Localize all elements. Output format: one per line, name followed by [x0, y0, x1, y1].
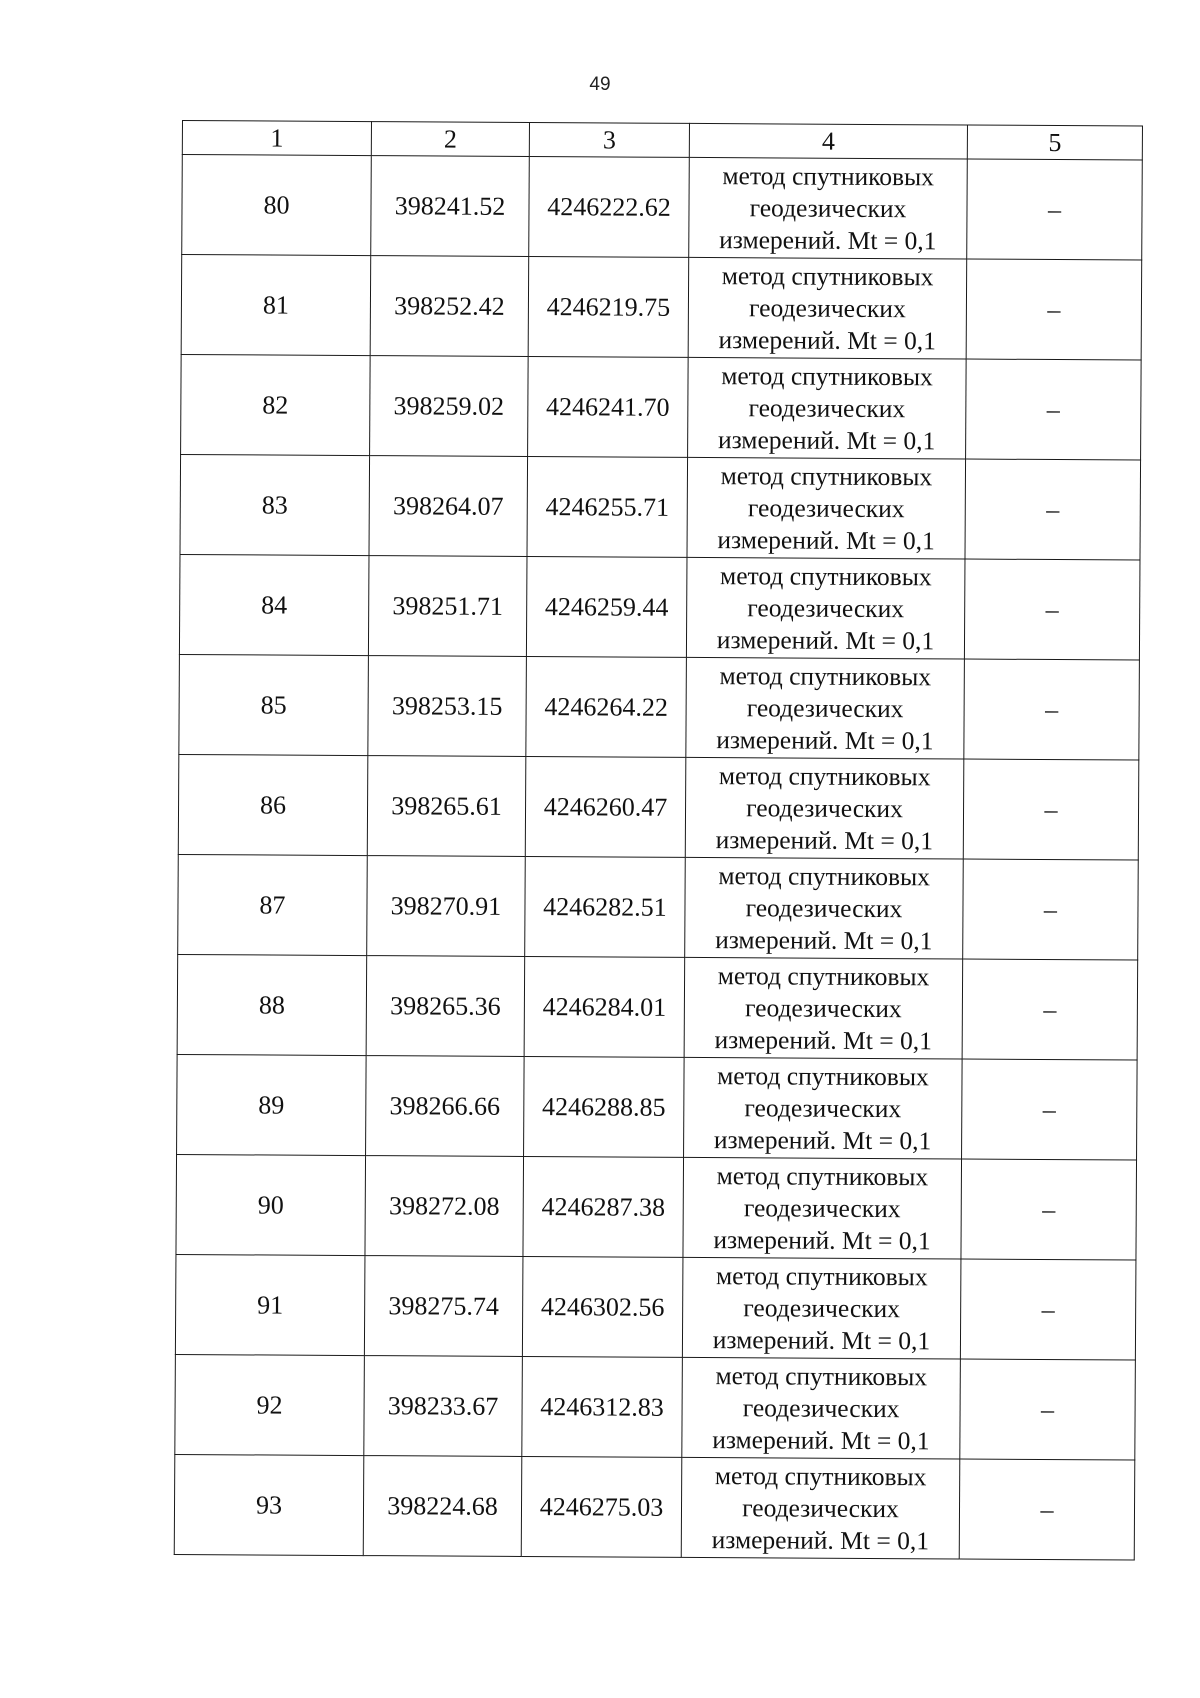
y-coordinate-cell: 4246219.75 — [528, 256, 689, 357]
method-cell — [681, 1457, 960, 1559]
note-cell: – — [960, 1259, 1136, 1360]
method-cell — [682, 1257, 961, 1359]
note-cell: – — [966, 359, 1142, 460]
table-body — [174, 121, 1142, 1561]
method-line-1: метод спутниковых — [722, 160, 935, 191]
x-coordinate-cell: 398265.61 — [367, 756, 526, 857]
note-cell: – — [962, 959, 1138, 1060]
y-coordinate-cell: 4246260.47 — [525, 756, 686, 857]
table-row — [175, 1354, 1136, 1460]
x-coordinate-cell: 398272.08 — [365, 1156, 524, 1257]
method-line-2: геодезических — [744, 992, 902, 1023]
method-line-3: измерений. Mt = 0,1 — [713, 1224, 931, 1255]
method-cell — [684, 1057, 963, 1159]
method-cell — [686, 657, 965, 759]
table-row — [177, 1054, 1138, 1160]
method-line-2: геодезических — [748, 392, 906, 423]
x-coordinate-cell: 398270.91 — [367, 856, 526, 957]
y-coordinate-cell: 4246264.22 — [526, 656, 687, 757]
method-cell — [687, 457, 966, 559]
table-row — [178, 854, 1139, 960]
method-cell — [688, 357, 967, 459]
table-row — [176, 1154, 1137, 1260]
method-line-3: измерений. Mt = 0,1 — [712, 1324, 931, 1355]
x-coordinate-cell: 398241.52 — [371, 156, 530, 257]
y-coordinate-cell: 4246288.85 — [524, 1056, 685, 1157]
method-line-3: измерений. Mt = 0,1 — [712, 1424, 930, 1455]
y-coordinate-cell: 4246241.70 — [528, 356, 689, 457]
note-cell: – — [962, 1059, 1138, 1160]
note-cell: – — [967, 159, 1143, 260]
method-cell — [685, 757, 964, 859]
method-line-2: геодезических — [746, 792, 903, 823]
table-row — [182, 155, 1143, 261]
table-row — [174, 1454, 1135, 1560]
header-cell-5: 5 — [967, 125, 1142, 160]
y-coordinate-cell: 4246312.83 — [522, 1356, 683, 1457]
table-row — [179, 554, 1140, 660]
header-cell-2: 2 — [371, 122, 529, 157]
header-cell-4: 4 — [689, 123, 967, 159]
point-number-cell: 90 — [176, 1154, 366, 1255]
method-line-2: геодезических — [743, 1292, 901, 1323]
method-line-2: геодезических — [745, 892, 903, 923]
method-cell — [682, 1357, 961, 1459]
table-row — [175, 1254, 1136, 1360]
coordinates-table — [174, 120, 1143, 1561]
table-row — [180, 454, 1141, 560]
method-line-1: метод спутниковых — [719, 660, 932, 691]
point-number-cell: 89 — [177, 1054, 367, 1155]
method-line-3: измерений. Mt = 0,1 — [715, 924, 933, 955]
method-line-2: геодезических — [742, 1392, 900, 1423]
point-number-cell: 84 — [179, 554, 369, 655]
y-coordinate-cell: 4246287.38 — [523, 1156, 684, 1257]
y-coordinate-cell: 4246275.03 — [521, 1456, 682, 1557]
method-cell — [688, 257, 967, 359]
method-line-2: геодезических — [744, 1092, 902, 1123]
point-number-cell: 93 — [174, 1454, 364, 1555]
method-line-2: геодезических — [749, 192, 907, 223]
y-coordinate-cell: 4246302.56 — [522, 1256, 683, 1357]
method-line-3: измерений. Mt = 0,1 — [718, 324, 936, 355]
y-coordinate-cell: 4246222.62 — [529, 157, 690, 258]
point-number-cell: 92 — [175, 1354, 365, 1455]
method-line-2: геодезических — [742, 1492, 899, 1523]
method-line-3: измерений. Mt = 0,1 — [717, 424, 936, 455]
method-line-2: геодезических — [747, 592, 905, 623]
x-coordinate-cell: 398224.68 — [363, 1456, 522, 1557]
method-line-1: метод спутниковых — [721, 260, 934, 291]
x-coordinate-cell: 398266.66 — [366, 1056, 525, 1157]
method-line-1: метод спутниковых — [715, 1360, 928, 1391]
method-line-3: измерений. Mt = 0,1 — [714, 1024, 932, 1055]
y-coordinate-cell: 4246259.44 — [526, 556, 687, 657]
x-coordinate-cell: 398275.74 — [364, 1256, 523, 1357]
table-header-row — [182, 121, 1142, 161]
point-number-cell: 91 — [175, 1254, 365, 1355]
table-row — [179, 654, 1140, 760]
note-cell: – — [963, 759, 1139, 860]
point-number-cell: 81 — [181, 255, 371, 356]
method-cell — [686, 557, 965, 659]
note-cell: – — [966, 259, 1142, 360]
x-coordinate-cell: 398252.42 — [370, 256, 529, 357]
point-number-cell: 86 — [178, 754, 368, 855]
method-line-1: метод спутниковых — [715, 1260, 928, 1291]
x-coordinate-cell: 398259.02 — [370, 356, 529, 457]
method-cell — [683, 1157, 962, 1259]
x-coordinate-cell: 398251.71 — [368, 556, 527, 657]
method-line-2: геодезических — [749, 292, 906, 323]
note-cell: – — [965, 459, 1141, 560]
note-cell: – — [961, 1159, 1137, 1260]
table-row — [181, 255, 1142, 361]
method-line-1: метод спутниковых — [716, 1160, 929, 1191]
y-coordinate-cell: 4246284.01 — [524, 956, 685, 1057]
method-cell — [689, 157, 968, 259]
table-row — [178, 754, 1139, 860]
method-line-1: метод спутниковых — [720, 560, 932, 591]
method-line-1: метод спутниковых — [718, 860, 931, 891]
point-number-cell: 87 — [178, 854, 368, 955]
method-line-2: геодезических — [747, 492, 905, 523]
method-line-1: метод спутниковых — [718, 760, 931, 791]
point-number-cell: 85 — [179, 654, 369, 755]
method-line-2: геодезических — [746, 692, 904, 723]
note-cell: – — [964, 659, 1140, 760]
method-line-3: измерений. Mt = 0,1 — [716, 724, 934, 755]
method-line-3: измерений. Mt = 0,1 — [713, 1124, 932, 1155]
x-coordinate-cell: 398264.07 — [369, 456, 528, 557]
method-cell — [685, 857, 964, 959]
table-row — [181, 354, 1142, 460]
method-line-3: измерений. Mt = 0,1 — [716, 624, 935, 655]
note-cell: – — [959, 1459, 1135, 1560]
header-cell-1: 1 — [182, 121, 371, 156]
note-cell: – — [963, 859, 1139, 960]
coordinates-table-wrapper — [174, 120, 1142, 1561]
note-cell: – — [960, 1359, 1136, 1460]
point-number-cell: 80 — [182, 155, 372, 256]
method-line-2: геодезических — [743, 1192, 901, 1223]
y-coordinate-cell: 4246255.71 — [527, 456, 688, 557]
method-line-1: метод спутниковых — [714, 1460, 927, 1491]
y-coordinate-cell: 4246282.51 — [525, 856, 686, 957]
note-cell: – — [964, 559, 1140, 660]
x-coordinate-cell: 398265.36 — [366, 956, 525, 1057]
table-row — [177, 954, 1138, 1060]
x-coordinate-cell: 398253.15 — [368, 656, 527, 757]
method-line-1: метод спутниковых — [720, 460, 933, 491]
method-line-1: метод спутниковых — [717, 1060, 929, 1091]
method-line-3: измерений. Mt = 0,1 — [711, 1524, 930, 1555]
point-number-cell: 82 — [181, 354, 371, 455]
x-coordinate-cell: 398233.67 — [364, 1356, 523, 1457]
method-line-3: измерений. Mt = 0,1 — [717, 524, 935, 555]
method-line-1: метод спутниковых — [721, 360, 933, 391]
method-line-1: метод спутниковых — [717, 960, 930, 991]
header-cell-3: 3 — [529, 123, 689, 158]
method-line-3: измерений. Mt = 0,1 — [715, 824, 934, 855]
page-number: 49 — [589, 74, 611, 95]
point-number-cell: 88 — [177, 954, 367, 1055]
method-cell — [684, 957, 963, 1059]
method-line-3: измерений. Mt = 0,1 — [719, 224, 937, 255]
point-number-cell: 83 — [180, 454, 370, 555]
